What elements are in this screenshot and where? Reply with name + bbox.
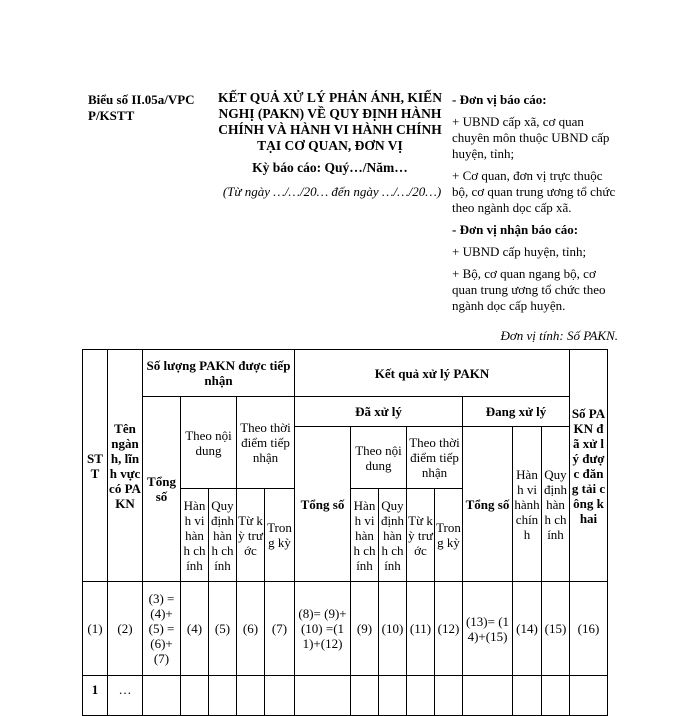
table-cell [570, 676, 608, 716]
column-number: (15) [542, 582, 570, 676]
header-processing-admin-rules: Quy định hành chính [542, 427, 570, 582]
header-processed-from-previous: Từ kỳ trước [407, 489, 435, 582]
header-by-time: Theo thời điểm tiếp nhận [237, 397, 295, 489]
table-cell [265, 676, 295, 716]
table-cell [209, 676, 237, 716]
results-table [82, 349, 608, 716]
table-row [83, 676, 608, 716]
column-number: (14) [513, 582, 542, 676]
header-processed-by-time: Theo thời điểm tiếp nhận [407, 427, 463, 489]
reporting-unit-item: + UBND cấp xã, cơ quan chuyên môn thuộc UBND cấp huyện, tỉnh; [452, 114, 610, 161]
header-received-from-previous: Từ kỳ trước [237, 489, 265, 582]
header-processed-in-period: Trong kỳ [435, 489, 463, 582]
receiving-unit-item: + Bộ, cơ quan ngang bộ, cơ quan trung ương tổ chức theo ngành dọc cấp huyện. [452, 266, 606, 313]
header-sector: Tên ngành, lĩnh vực có PAKN [108, 350, 143, 582]
header-stt: STT [83, 350, 108, 582]
header-processed: Đã xử lý [295, 397, 463, 427]
column-number: (3) =(4)+(5) =(6)+(7) [143, 582, 181, 676]
column-number: (5) [209, 582, 237, 676]
table-cell [435, 676, 463, 716]
report-period: Kỳ báo cáo: Quý…/Năm… [252, 160, 408, 175]
column-number: (16) [570, 582, 608, 676]
table-cell [542, 676, 570, 716]
header-received-in-period: Trong kỳ [265, 489, 295, 582]
header-received-admin-behavior: Hành vi hành chính [181, 489, 209, 582]
table-cell [237, 676, 265, 716]
row-sector: … [108, 676, 143, 716]
table-cell [463, 676, 513, 716]
header-processed-by-content: Theo nội dung [351, 427, 407, 489]
column-number: (12) [435, 582, 463, 676]
table-cell [295, 676, 351, 716]
table-cell [407, 676, 435, 716]
table-cell [181, 676, 209, 716]
form-code: Biểu số II.05a/VPCP/KSTT [88, 92, 195, 123]
report-title: KẾT QUẢ XỬ LÝ PHẢN ÁNH, KIẾN NGHỊ (PAKN) VỀ QUY ĐỊNH HÀNH CHÍNH VÀ HÀNH VI HÀNH CHÍNH TẠI CƠ QUAN, ĐƠN VỊ [218, 90, 442, 153]
column-number: (11) [407, 582, 435, 676]
header-processed-total: Tổng số [295, 427, 351, 582]
reporting-unit-heading: - Đơn vị báo cáo: [452, 92, 547, 107]
header-received-group: Số lượng PAKN được tiếp nhận [143, 350, 295, 397]
receiving-unit-item: + UBND cấp huyện, tỉnh; [452, 244, 587, 259]
recipients-block [452, 92, 622, 320]
table-cell [351, 676, 379, 716]
report-date-range: (Từ ngày …/…/20… đến ngày …/…/20…) [222, 184, 442, 199]
column-number: (8)= (9)+(10) =(11)+(12) [295, 582, 351, 676]
table-cell [143, 676, 181, 716]
header-published: Số PAKN đã xử lý được đăng tải công khai [570, 350, 608, 582]
column-number: (9) [351, 582, 379, 676]
table-header-row [83, 350, 608, 397]
column-number: (10) [379, 582, 407, 676]
receiving-unit-heading: - Đơn vị nhận báo cáo: [452, 222, 579, 237]
table-cell [513, 676, 542, 716]
column-number: (7) [265, 582, 295, 676]
header-processing-admin-behavior: Hành vi hành chính [513, 427, 542, 582]
column-number: (1) [83, 582, 108, 676]
header-received-admin-rules: Quy định hành chính [209, 489, 237, 582]
column-number: (13)= (14)+(15) [463, 582, 513, 676]
column-number-row [83, 582, 608, 676]
table-cell [379, 676, 407, 716]
header-processing-total: Tổng số [463, 427, 513, 582]
header-by-content: Theo nội dung [181, 397, 237, 489]
header-received-total: Tổng số [143, 397, 181, 582]
header-processed-admin-behavior: Hành vi hành chính [351, 489, 379, 582]
column-number: (2) [108, 582, 143, 676]
header-results-group: Kết quả xử lý PAKN [295, 350, 570, 397]
unit-note: Đơn vị tính: Số PAKN. [500, 328, 618, 343]
column-number: (4) [181, 582, 209, 676]
reporting-unit-item: + Cơ quan, đơn vị trực thuộc bộ, cơ quan trung ương tổ chức theo ngành dọc cấp xã. [452, 168, 616, 215]
column-number: (6) [237, 582, 265, 676]
table-header-row [83, 397, 608, 427]
header-processing: Đang xử lý [463, 397, 570, 427]
header-processed-admin-rules: Quy định hành chính [379, 489, 407, 582]
row-stt: 1 [83, 676, 108, 716]
